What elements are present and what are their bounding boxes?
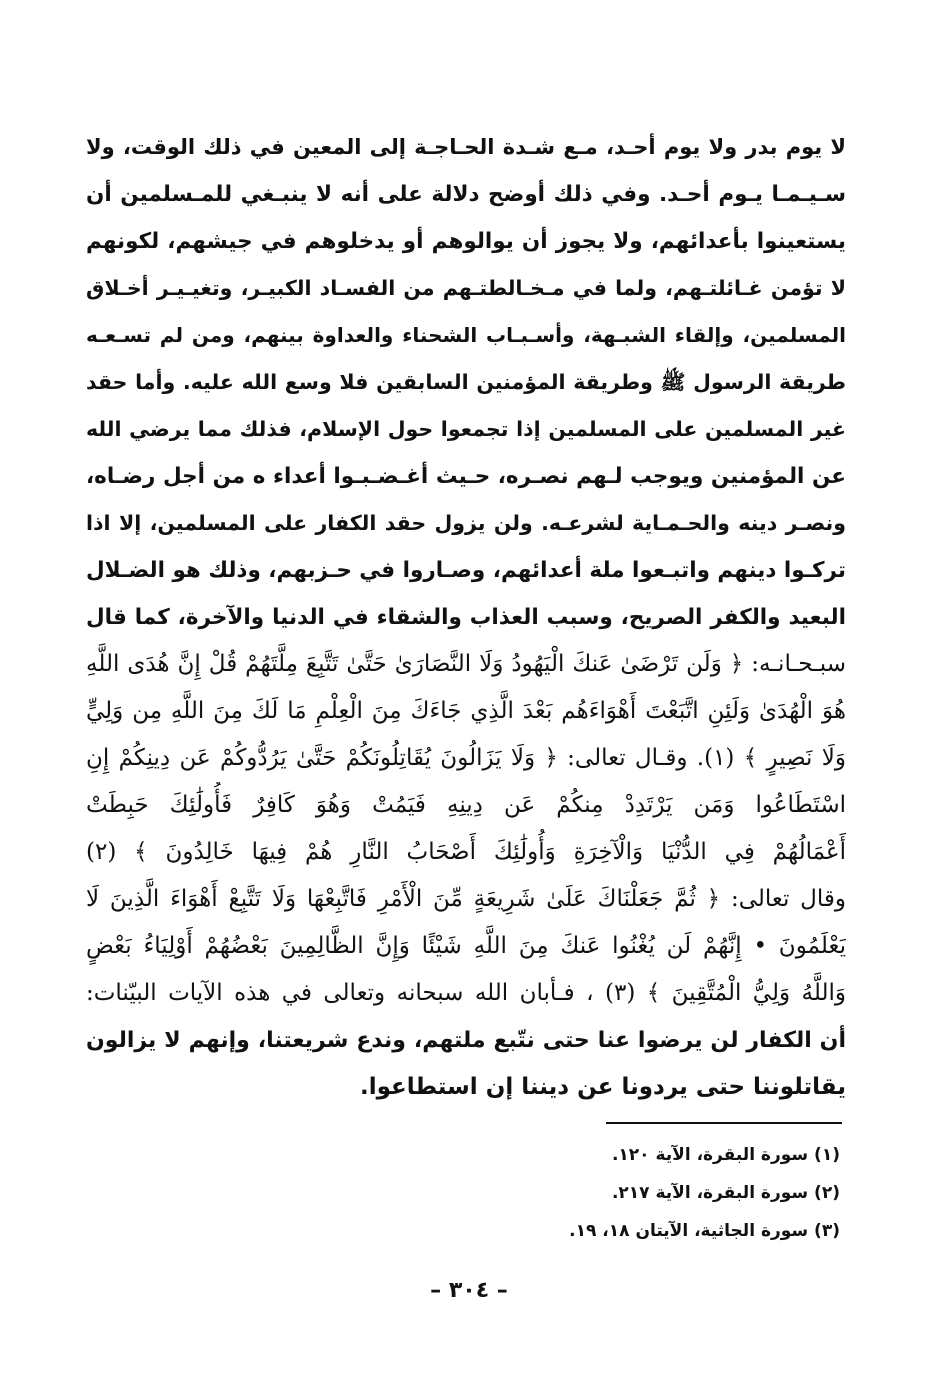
quran-verse-line: اسْتَطَاعُوا وَمَن يَرْتَدِدْ مِنكُمْ عَن دِينِهِ فَيَمُتْ وَهُوَ كَافِرٌ فَأُولَٰئِكَ حَبِطَتْ (86, 792, 846, 818)
body-line: يستعينوا بأعدائهم، ولا يجوز أن يوالوهم أو يدخلوهم في جيشهم، لكونهم (86, 229, 846, 254)
quran-verse-line: وَلَا نَصِيرٍ ﴾ (١). وقـال تعالى: ﴿ وَلَا يَزَالُونَ يُقَاتِلُونَكُمْ حَتَّىٰ يَرُدُّوكُمْ عَن دِينِكُمْ إِنِ (86, 745, 846, 771)
body-line: عن المؤمنين ويوجب لـهم نصـره، حـيث أغـضـبـوا أعداء ه من أجل رضـاه، (86, 464, 846, 489)
body-text (86, 124, 846, 1111)
body-line: المسلمين، وإلقاء الشبـهة، وأسـبـاب الشحناء والعداوة بينهم، ومن لم تسـعـه (86, 323, 846, 347)
footnotes (500, 1136, 840, 1250)
quran-verse-line: سبـحـانـه: ﴿ وَلَن تَرْضَىٰ عَنكَ الْيَهُودُ وَلَا النَّصَارَىٰ حَتَّىٰ تَتَّبِعَ مِلَّتَهُمْ قُلْ إِنَّ هُدَى اللَّهِ (86, 651, 846, 677)
body-line: البعيد والكفر الصريح، وسبب العذاب والشقاء في الدنيا والآخرة، كما قال (86, 605, 846, 630)
body-line: ونصـر دينه والحـمـاية لشرعـه. ولن يزول حقد الكفار على المسلمين، إلا اذا (86, 511, 846, 535)
quran-verse-line: وقال تعالى: ﴿ ثُمَّ جَعَلْنَاكَ عَلَىٰ شَرِيعَةٍ مِّنَ الْأَمْرِ فَاتَّبِعْهَا وَلَا تَتَّبِعْ أَهْوَاءَ الَّذِينَ لَا (86, 886, 846, 912)
footnote: (١) سورة البقرة، الآية ١٢٠. (611, 1145, 840, 1165)
body-line: لا تؤمن غـائلتـهم، ولما في مـخـالطتـهم من الفسـاد الكبيـر، وتغيـيـر أخـلاق (86, 276, 846, 300)
body-line: طريقة الرسول ﷺ وطريقة المؤمنين السابقين فلا وسع الله عليه. وأما حقد (86, 370, 846, 394)
body-line: تركـوا دينهم واتبـعوا ملة أعدائهم، وصـاروا في حـزبهم، وذلك هو الضـلال (86, 558, 846, 583)
body-line: سـيـمـا يـوم أحـد. وفي ذلك أوضح دلالة على أنه لا ينبـغي للمـسلمين أن (86, 182, 846, 207)
body-line: لا يوم بدر ولا يوم أحـد، مـع شـدة الحـاجـة إلى المعين في ذلك الوقت، ولا (86, 135, 846, 159)
footnote: (٢) سورة البقرة، الآية ٢١٧. (611, 1183, 840, 1203)
page-number: – ٣٠٤ – (430, 1278, 508, 1303)
body-line: غير المسلمين على المسلمين إذا تجمعوا حول الإسلام، فذلك مما يرضي الله (86, 417, 846, 441)
body-line: يقاتلوننا حتى يردونا عن ديننا إن استطاعوا. (360, 1074, 846, 1100)
quran-verse-line: أَعْمَالُهُمْ فِي الدُّنْيَا وَالْآخِرَةِ وَأُولَٰئِكَ أَصْحَابُ النَّارِ هُمْ فِيهَا خَالِدُونَ ﴾ (٢) (86, 839, 846, 865)
quran-verse-line: هُوَ الْهُدَىٰ وَلَئِنِ اتَّبَعْتَ أَهْوَاءَهُم بَعْدَ الَّذِي جَاءَكَ مِنَ الْعِلْمِ مَا لَكَ مِنَ اللَّهِ مِن وَلِيٍّ (86, 698, 846, 724)
body-line: أن الكفار لن يرضوا عنا حتى نتّبع ملتهم، وندع شريعتنا، وإنهم لا يزالون (86, 1028, 846, 1053)
footnote-divider (606, 1122, 842, 1124)
quran-verse-line: وَاللَّهُ وَلِيُّ الْمُتَّقِينَ ﴾ (٣) ، فـأبان الله سبحانه وتعالى في هذه الآيات البيّنات: (86, 980, 846, 1006)
footnote: (٣) سورة الجاثية، الآيتان ١٨، ١٩. (569, 1221, 840, 1241)
quran-verse-line: يَعْلَمُونَ • إِنَّهُمْ لَن يُغْنُوا عَنكَ مِنَ اللَّهِ شَيْئًا وَإِنَّ الظَّالِمِينَ بَعْضُهُمْ أَوْلِيَاءُ بَعْضٍ (86, 933, 846, 959)
